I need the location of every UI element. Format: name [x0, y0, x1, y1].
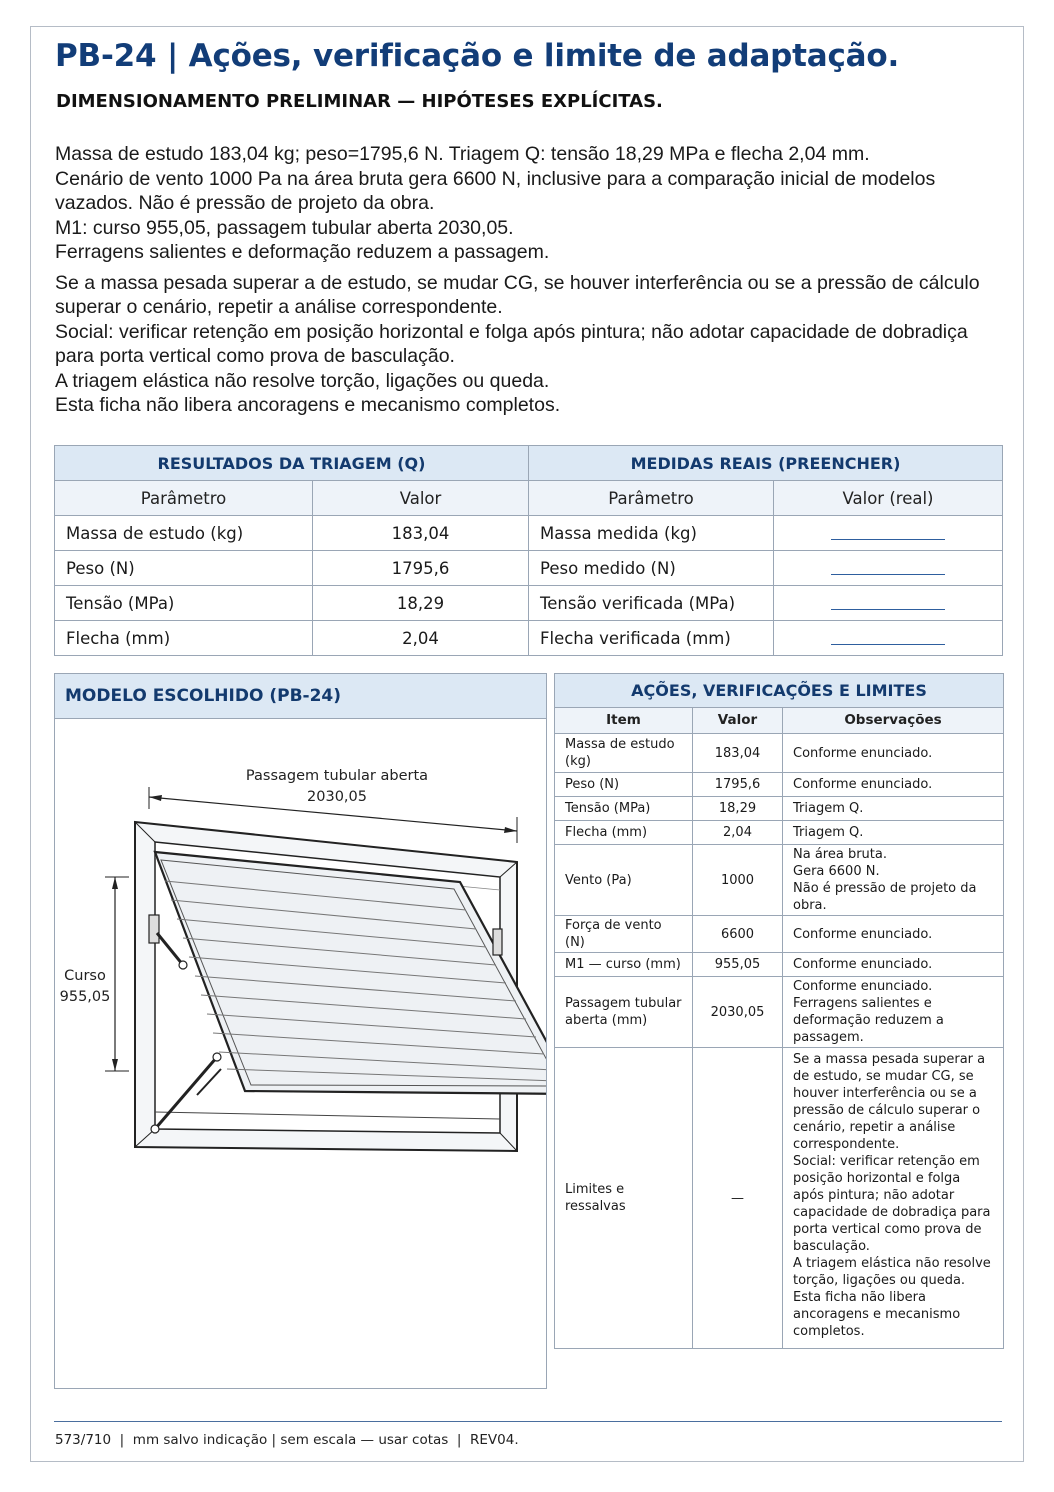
intro-paragraph: Se a massa pesada superar a de estudo, se mudar CG, se houver interferência ou se a pressão de cálculo superar o cenário, repetir a análise correspondente.: [55, 271, 980, 318]
real-value-blank[interactable]: [774, 621, 1003, 656]
action-obs: Conforme enunciado.: [783, 734, 1004, 773]
action-value: 955,05: [693, 953, 783, 977]
dim-top-label: Passagem tubular aberta: [245, 768, 429, 784]
triage-value: 1795,6: [313, 551, 529, 586]
actions-section-title: AÇÕES, VERIFICAÇÕES E LIMITES: [555, 674, 1004, 708]
intro-paragraph: Esta ficha não libera ancoragens e mecanismo completos.: [55, 394, 561, 416]
action-value: 1795,6: [693, 773, 783, 797]
model-panel: [54, 673, 547, 1389]
table-row: [55, 586, 1003, 621]
triage-col-param: Parâmetro: [55, 481, 313, 516]
real-value-blank[interactable]: [774, 516, 1003, 551]
action-item: Passagem tubular aberta (mm): [555, 977, 693, 1048]
action-item: Força de vento (N): [555, 916, 693, 953]
table-row: [555, 773, 1004, 797]
action-value: —: [693, 1048, 783, 1349]
real-param: Massa medida (kg): [529, 516, 774, 551]
dim-left-label: Curso: [64, 968, 106, 984]
triage-value: 2,04: [313, 621, 529, 656]
dim-left-value: 955,05: [59, 989, 111, 1005]
action-item: Flecha (mm): [555, 821, 693, 845]
real-param: Flecha verificada (mm): [529, 621, 774, 656]
action-value: 1000: [693, 845, 783, 916]
footer-divider: [54, 1421, 1002, 1422]
table-row: [55, 551, 1003, 586]
intro-paragraph: Cenário de vento 1000 Pa na área bruta gera 6600 N, inclusive para a comparação inicial de modelos vazados. Não é pressão de projeto da obra.: [55, 167, 936, 214]
table-row: [555, 821, 1004, 845]
real-param: Tensão verificada (MPa): [529, 586, 774, 621]
triage-value: 183,04: [313, 516, 529, 551]
actions-col-obs: Observações: [783, 708, 1004, 734]
action-obs: Triagem Q.: [783, 797, 1004, 821]
real-col-value: Valor (real): [774, 481, 1003, 516]
actions-col-item: Item: [555, 708, 693, 734]
intro-paragraph: M1: curso 955,05, passagem tubular aberta 2030,05.: [55, 216, 514, 239]
action-value: 183,04: [693, 734, 783, 773]
triage-param: Massa de estudo (kg): [55, 516, 313, 551]
table-row: [555, 1048, 1004, 1349]
table-row: [555, 797, 1004, 821]
page-title: PB-24 | Ações, verificação e limite de adaptação.: [55, 38, 900, 74]
real-value-blank[interactable]: [774, 551, 1003, 586]
action-obs: Se a massa pesada superar a de estudo, se mudar CG, se houver interferência ou se a pressão de cálculo superar o cenário, repetir a análise correspondente. Social: verificar retenção em posição horizontal e folga após pintura; não adotar capacidade de dobradiça para porta vertical como prova de basculação. A triagem elástica não resolve torção, ligações ou queda. Esta ficha não libera ancoragens e mecanismo completos.: [783, 1048, 1004, 1349]
table-row: [55, 516, 1003, 551]
real-section-title: MEDIDAS REAIS (PREENCHER): [529, 446, 1003, 481]
intro-paragraph: Social: verificar retenção em posição horizontal e folga após pintura; não adotar capacidade de dobradiça para porta vertical como prova de basculação.: [55, 320, 968, 367]
triage-value: 18,29: [313, 586, 529, 621]
intro-text: [55, 142, 1005, 418]
real-param: Peso medido (N): [529, 551, 774, 586]
intro-paragraph: A triagem elástica não resolve torção, ligações ou queda.: [55, 369, 550, 392]
footer-text: 573/710 | mm salvo indicação | sem escala — usar cotas | REV04.: [55, 1432, 519, 1448]
model-panel-title: MODELO ESCOLHIDO (PB-24): [55, 674, 546, 719]
triage-section-title: RESULTADOS DA TRIAGEM (Q): [55, 446, 529, 481]
triage-param: Flecha (mm): [55, 621, 313, 656]
door-diagram: [55, 719, 546, 1388]
action-item: Limites e ressalvas: [555, 1048, 693, 1349]
action-value: 2,04: [693, 821, 783, 845]
triage-param: Peso (N): [55, 551, 313, 586]
table-row: [555, 845, 1004, 916]
intro-paragraph: Ferragens salientes e deformação reduzem a passagem.: [55, 241, 550, 263]
table-row: [555, 953, 1004, 977]
triage-param: Tensão (MPa): [55, 586, 313, 621]
action-item: Vento (Pa): [555, 845, 693, 916]
real-value-blank[interactable]: [774, 586, 1003, 621]
action-obs: Na área bruta. Gera 6600 N. Não é pressão de projeto da obra.: [783, 845, 1004, 916]
action-obs: Conforme enunciado.: [783, 773, 1004, 797]
action-value: 18,29: [693, 797, 783, 821]
table-row: [555, 916, 1004, 953]
triage-and-real-table: [54, 445, 1003, 656]
action-item: Tensão (MPa): [555, 797, 693, 821]
action-item: Massa de estudo (kg): [555, 734, 693, 773]
action-value: 2030,05: [693, 977, 783, 1048]
action-value: 6600: [693, 916, 783, 953]
table-row: [555, 734, 1004, 773]
triage-col-value: Valor: [313, 481, 529, 516]
actions-table: [554, 673, 1004, 1349]
dim-top-value: 2030,05: [307, 789, 367, 805]
intro-paragraph: Massa de estudo 183,04 kg; peso=1795,6 N. Triagem Q: tensão 18,29 MPa e flecha 2,04 mm.: [55, 143, 870, 165]
actions-col-value: Valor: [693, 708, 783, 734]
action-obs: Conforme enunciado.: [783, 916, 1004, 953]
action-obs: Triagem Q.: [783, 821, 1004, 845]
table-row: [55, 621, 1003, 656]
table-row: [555, 977, 1004, 1048]
real-col-param: Parâmetro: [529, 481, 774, 516]
action-item: Peso (N): [555, 773, 693, 797]
action-obs: Conforme enunciado.: [783, 953, 1004, 977]
action-item: M1 — curso (mm): [555, 953, 693, 977]
page-subtitle: DIMENSIONAMENTO PRELIMINAR — HIPÓTESES EXPLÍCITAS.: [56, 91, 663, 112]
action-obs: Conforme enunciado. Ferragens salientes e deformação reduzem a passagem.: [783, 977, 1004, 1048]
